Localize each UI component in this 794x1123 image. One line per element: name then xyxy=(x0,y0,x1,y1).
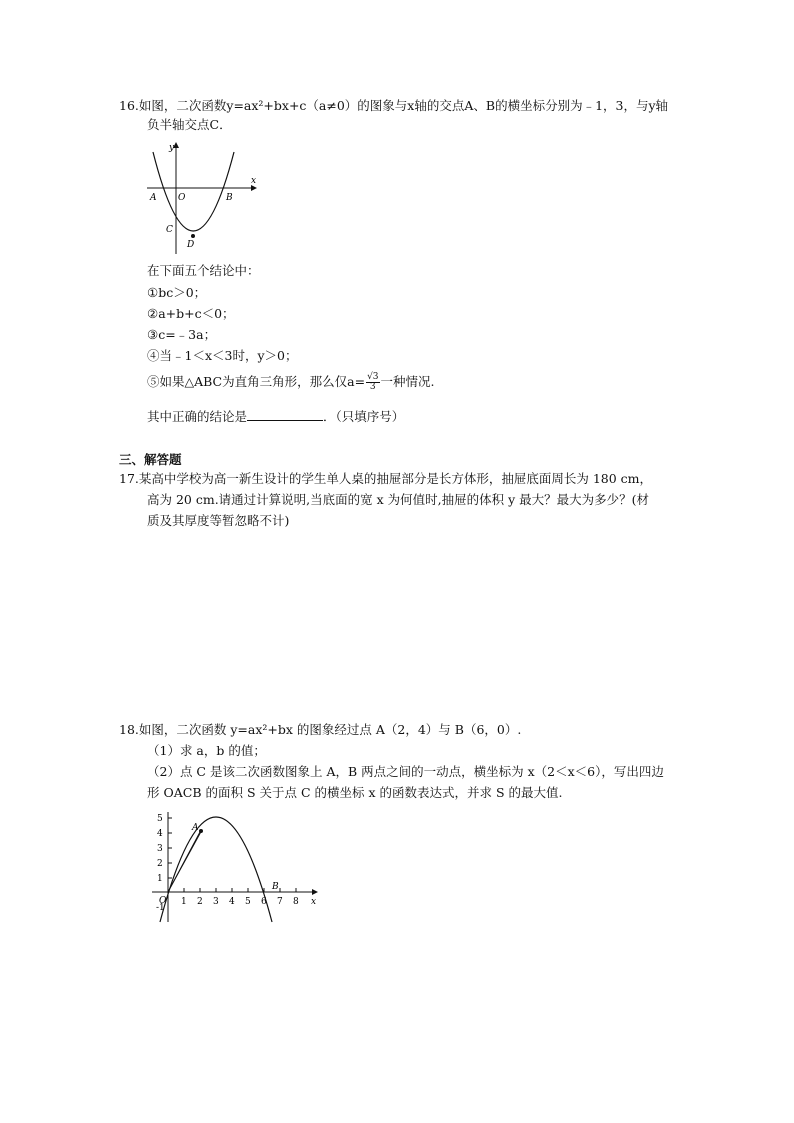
q18-x-tick-4: 4 xyxy=(229,897,235,907)
q17-line1: 17.某高中学校为高一新生设计的学生单人桌的抽屉部分是长方体形，抽屉底面周长为 180 cm， xyxy=(119,471,653,486)
q18-y-tick-neg1: -1 xyxy=(156,903,165,913)
q16-label-d: D xyxy=(187,240,195,250)
q18-part2-line1: （2）点 C 是该二次函数图象上 A，B 两点之间的一动点，横坐标为 x（2＜x＜6），写出四边 xyxy=(147,764,664,779)
q18-y-tick-5: 5 xyxy=(157,814,163,824)
q16-label-x: x xyxy=(251,176,257,186)
q16-answer-suffix: ．（只填序号） xyxy=(323,409,405,424)
q16-item-5-prefix: ⑤如果△ABC为直角三角形，那么仅a= xyxy=(147,374,366,389)
q18-x-axis-arrow xyxy=(312,889,318,895)
q18-x-tick-6: 6 xyxy=(261,897,267,907)
q18-segment-oa-outer xyxy=(168,830,202,892)
q16-item-3: ③c=﹣3a； xyxy=(147,327,217,342)
q18-x-tick-2: 2 xyxy=(197,897,203,907)
q18-parabola-figure xyxy=(148,808,320,926)
q18-x-ticks xyxy=(184,888,296,892)
fraction-denominator: 3 xyxy=(369,382,376,392)
q16-label-o: O xyxy=(178,193,186,203)
q16-parabola-figure xyxy=(145,140,260,255)
q18-part2-line2: 形 OACB 的面积 S 关于点 C 的横坐标 x 的函数表达式，并求 S 的最大值. xyxy=(147,785,563,800)
q16-answer-prefix: 其中正确的结论是 xyxy=(147,409,248,424)
q16-item-4: ④当﹣1＜x＜3时，y＞0； xyxy=(147,348,298,363)
q18-point-a xyxy=(199,829,203,833)
section-title: 三、解答题 xyxy=(119,452,182,467)
q18-x-tick-labels xyxy=(181,897,299,907)
q16-answer xyxy=(147,408,404,426)
q18-y-tick-1: 1 xyxy=(157,874,163,884)
q16-label-c: C xyxy=(166,225,173,235)
q18-part1: （1）求 a，b 的值； xyxy=(147,743,266,758)
q16-item-2: ②a+b+c＜0； xyxy=(147,306,235,321)
q16-intro: 在下面五个结论中： xyxy=(147,263,260,278)
q16-parabola-curve xyxy=(153,152,234,231)
q16-item-5-suffix: 一种情况. xyxy=(380,374,435,389)
q16-label-b: B xyxy=(226,193,233,203)
q17-line2: 高为 20 cm.请通过计算说明,当底面的宽 x 为何值时,抽屉的体积 y 最大？最大为多少？(材 xyxy=(147,492,650,507)
q18-line1: 18.如图，二次函数 y=ax²+bx 的图象经过点 A（2，4）与 B（6，0）. xyxy=(119,722,522,737)
q16-label-a: A xyxy=(150,193,157,203)
q18-label-o: O xyxy=(159,896,167,906)
q18-y-tick-3: 3 xyxy=(157,844,163,854)
q17-line3: 质及其厚度等暂忽略不计) xyxy=(147,513,290,528)
q16-vertex-d xyxy=(191,234,195,238)
q18-y-ticks xyxy=(168,818,172,878)
q18-x-tick-7: 7 xyxy=(277,897,283,907)
q18-x-tick-1: 1 xyxy=(181,897,187,907)
q18-label-x: x xyxy=(311,897,317,907)
q18-y-tick-2: 2 xyxy=(157,859,163,869)
q18-label-a: A xyxy=(192,823,199,833)
q18-y-tick-4: 4 xyxy=(157,829,163,839)
q18-x-tick-8: 8 xyxy=(293,897,299,907)
q16-label-y: y xyxy=(169,143,175,153)
q18-x-tick-5: 5 xyxy=(245,897,251,907)
q16-item-1: ①bc＞0； xyxy=(147,285,207,300)
q16-line1: 16.如图，二次函数y=ax²+bx+c（a≠0）的图象与x轴的交点A、B的横坐标分别为﹣1，3，与y轴 xyxy=(119,98,669,113)
q16-item-5-fraction xyxy=(366,373,379,392)
q18-x-tick-3: 3 xyxy=(213,897,219,907)
q16-line2: 负半轴交点C． xyxy=(147,117,232,132)
fraction-numerator: √3 xyxy=(367,372,379,382)
q18-label-b: B xyxy=(272,882,279,892)
q16-answer-blank[interactable] xyxy=(247,408,323,421)
q16-item-5 xyxy=(147,371,435,393)
